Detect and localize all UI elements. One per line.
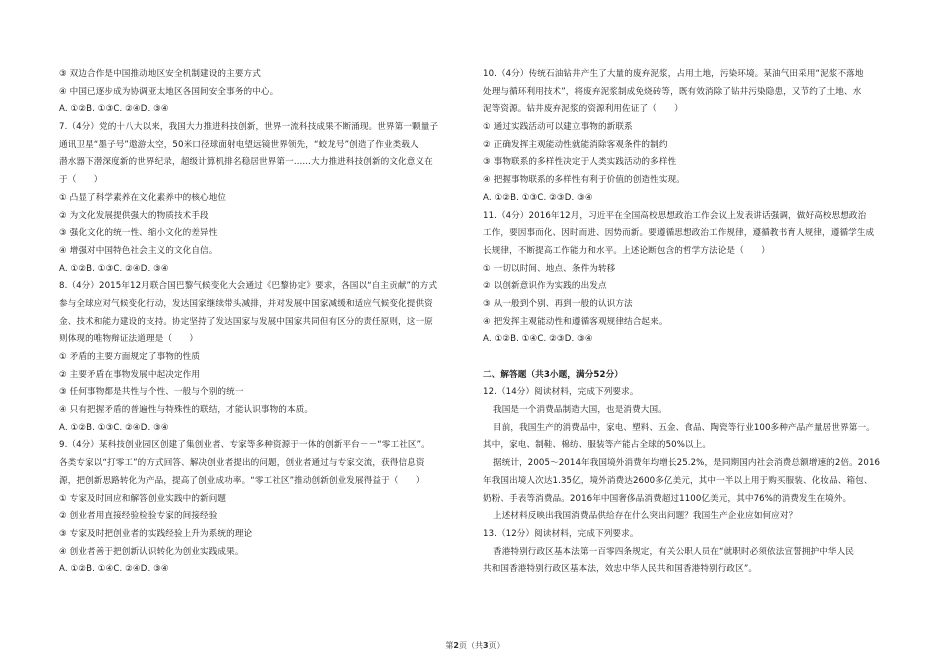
total-pages: 3	[483, 641, 489, 650]
text-line: ② 主要矛盾在事物发展中起决定作用	[59, 369, 201, 380]
text-line: 则体现的唯物辩证法道理是（ ）	[59, 334, 199, 345]
right-column	[483, 66, 909, 579]
answer-options: A. ①②B. ①③C. ②④D. ③④	[59, 263, 169, 274]
question-9: 9.（4分）某科技创业园区创建了集创业者、专家等多种资源于一体的创新平台－－“零工社区”。	[59, 440, 430, 451]
text-line: ④ 创业者善于把创新认识转化为创业实践成果。	[59, 546, 244, 557]
text-line: 于（ ）	[59, 175, 103, 186]
footer-middle: 页（共	[459, 641, 483, 650]
text-line: 目前，我国生产的消费品中，家电、塑料、五金、食品、陶瓷等行业100多种产品产量居世界第一。	[493, 422, 875, 433]
question-12: 12.（14分）阅读材料，完成下列要求。	[483, 387, 639, 398]
text-line: 参与全球应对气候变化行动，发达国家继续带头减排，并对发展中国家减缓和适应气候变化提供资	[59, 298, 433, 309]
question-8: 8.（4分）2015年12月联合国巴黎气候变化大会通过《巴黎协定》要求，各国以“自主贡献”的方式	[59, 281, 438, 292]
answer-options: A. ①②B. ①③C. ②④D. ③④	[59, 422, 169, 433]
text-line: 处理与循环利用技术”，将废弃泥浆制成免烧砖等，既有效消除了钻井污染隐患，又节约了土地、水	[483, 86, 862, 97]
text-line: 通讯卫星“墨子号”遨游太空，50米口径球面射电望远镜世界领先，“蛟龙号”创造了作业类载人	[59, 139, 419, 150]
text-line: ④ 把发挥主观能动性和遵循客观规律结合起来。	[483, 316, 668, 327]
answer-options: A. ①②B. ①③C. ②③D. ③④	[483, 192, 593, 203]
left-column	[59, 66, 479, 579]
page-footer	[0, 640, 950, 651]
answer-options: A. ①②B. ①④C. ②④D. ③④	[59, 564, 169, 575]
text-line: 潜水器下潜深度新的世界纪录，超级计算机排名稳居世界第一……大力推进科技创新的文化意义在	[59, 157, 433, 168]
text-line: ③ 事物联系的多样性决定于人类实践活动的多样性	[483, 157, 677, 168]
text-line: 工作，要因事而化、因时而进、因势而新。要遵循思想政治工作规律，遵循教书育人规律，遵循学生成	[483, 228, 875, 239]
text-line: 金、技术和能力建设的支持。协定坚持了发达国家与发展中国家共同但有区分的责任原则，这一原	[59, 316, 433, 327]
text-line: ③ 任何事物都是共性与个性、一般与个别的统一	[59, 387, 244, 398]
question-11: 11.（4分）2016年12月，习近平在全国高校思想政治工作会议上发表讲话强调，做好高校思想政治	[483, 210, 867, 221]
answer-options: A. ①②B. ①④C. ②③D. ③④	[483, 334, 593, 345]
text-line: 各类专家以“打零工”的方式回答、解决创业者提出的问题，创业者通过与专家交流，获得信息资	[59, 458, 425, 469]
text-line: 其中，家电、制鞋、棉纺、服装等产能占全球的50%以上。	[483, 440, 712, 451]
text-line: ① 通过实践活动可以建立事物的新联系	[483, 122, 633, 133]
text-line: ① 一切以时间、地点、条件为转移	[483, 263, 616, 274]
text-line: ② 以创新意识作为实践的出发点	[483, 281, 607, 292]
text-line: ② 正确发挥主观能动性就能消除客观条件的制约	[483, 139, 668, 150]
text-line: ④ 把握事物联系的多样性有利于价值的创造性实现。	[483, 175, 685, 186]
footer-suffix: 页）	[488, 641, 505, 650]
text-line: ④ 增强对中国特色社会主义的文化自信。	[59, 245, 218, 256]
text-line: 上述材料反映出我国消费品供给存在什么突出问题？我国生产企业应如何应对？	[493, 511, 798, 522]
question-10: 10.（4分）传统石油钻井产生了大量的废弃泥浆，占用土地，污染环境。某油气田采用“泥浆不落地	[483, 69, 864, 79]
text-line: 长规律，不断提高工作能力和水平。上述论断包含的哲学方法论是（ ）	[483, 245, 770, 256]
text-line: 香港特别行政区基本法第一百零四条规定，有关公职人员在“就职时必须依法宣誓拥护中华人民	[493, 546, 854, 557]
text-line: ④ 中国已逐步成为协调亚太地区各国间安全事务的中心。	[59, 86, 279, 97]
page-number: 2	[453, 641, 459, 650]
text-line: ③ 强化文化的统一性、缩小文化的差异性	[59, 228, 218, 239]
question-13: 13.（12分）阅读材料，完成下列要求。	[483, 528, 639, 539]
footer-prefix: 第	[445, 641, 454, 650]
text-line: 据统计，2005～2014年我国境外消费年均增长25.2%，是同期国内社会消费总额增速的2倍。2016	[493, 458, 881, 469]
text-line: ① 矛盾的主要方面规定了事物的性质	[59, 352, 201, 362]
text-line: 年我国出境人次达1.35亿，境外消费达2600多亿美元，其中一半以上用于购买服装、化妆品、箱包、	[483, 475, 873, 486]
text-line: 泥等资源。钻井废弃泥浆的资源利用佐证了（ ）	[483, 104, 683, 115]
answer-options: A. ①②B. ①③C. ②④D. ③④	[59, 104, 169, 115]
text-line: ③ 专家及时把创业者的实践经验上升为系统的理论	[59, 528, 253, 539]
text-line: ② 为文化发展提供强大的物质技术手段	[59, 210, 209, 221]
text-line: ① 凸显了科学素养在文化素养中的核心地位	[59, 192, 227, 203]
question-7: 7.（4分）党的十八大以来，我国大力推进科技创新，世界一流科技成果不断涌现。世界第一颗量子	[59, 122, 439, 133]
text-line: ① 专家及时回应和解答创业实践中的新问题	[59, 493, 227, 504]
text-line: ③ 双边合作是中国推动地区安全机制建设的主要方式	[59, 69, 261, 79]
section-heading: 二、解答题（共3小题，满分52分）	[483, 369, 623, 380]
text-line: ② 创业者用直接经验检验专家的间接经验	[59, 511, 218, 522]
spacer	[483, 349, 909, 367]
text-line: ③ 从一般到个别、再到一般的认识方法	[483, 298, 633, 309]
text-line: ④ 只有把握矛盾的普遍性与特殊性的联结，才能认识事物的本质。	[59, 405, 314, 416]
text-line: 奶粉、手表等消费品。2016年中国奢侈品消费超过1100亿美元，其中76%的消费发生在境外。	[483, 493, 852, 504]
text-line: 共和国香港特别行政区基本法，效忠中华人民共和国香港特别行政区”。	[483, 564, 758, 575]
text-line: 我国是一个消费品制造大国，也是消费大国。	[493, 405, 667, 416]
text-line: 源，把创新思路转化为产品，提高了创业成功率。“零工社区”推动创新创业发展得益于（ ）	[59, 475, 425, 486]
